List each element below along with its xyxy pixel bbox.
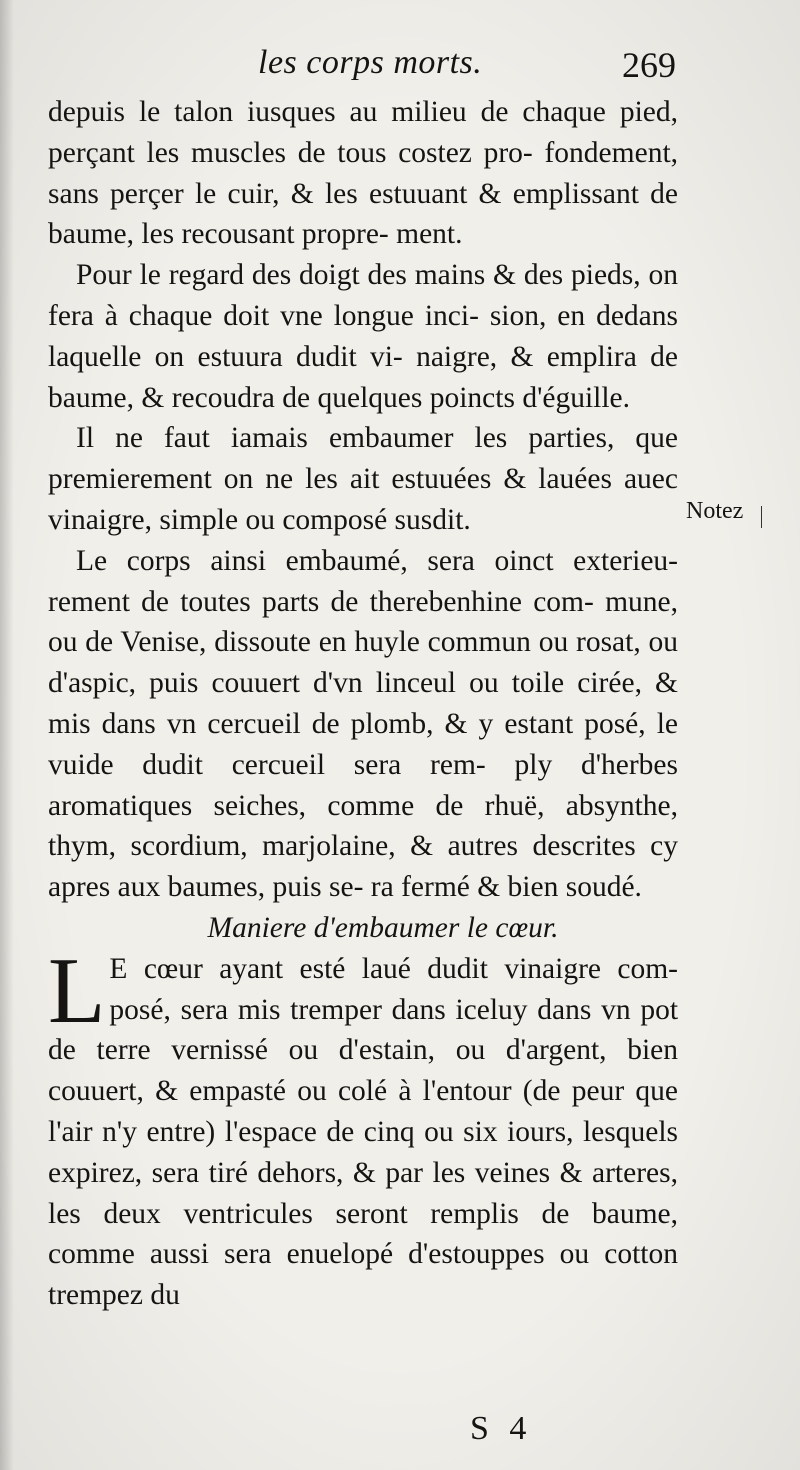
body-text [48, 92, 678, 1316]
paragraph-2 [48, 255, 678, 418]
text-line: depuis le talon iusques au milieu de chaque [48, 96, 606, 128]
text-line: auec vinaigre, simple ou composé susdit. [48, 463, 678, 536]
text-line: rement de toutes parts de therebenhine com- [48, 585, 594, 618]
text-line: sion, en dedans laquelle on estuura dudit vi- [48, 299, 679, 373]
text-line: mune, ou de Venise, dissoute en huyle commun [48, 585, 678, 659]
text-line: y estant posé, le vuide dudit cercueil sera rem- [48, 707, 678, 781]
page-header [48, 44, 680, 94]
text-line: rhuë, absynthe, thym, scordium, marjolaine, & [48, 789, 678, 863]
text-line: posé, sera mis tremper dans iceluy dans vn [109, 993, 631, 1026]
text-line: premierement on ne les ait estuuées & lauées [48, 463, 612, 496]
text-line: naigre, & emplira de baume, & recoudra de [48, 340, 679, 414]
page-number: 269 [622, 45, 676, 85]
text-line: ra fermé & bien soudé. [370, 871, 642, 904]
section-paragraph [48, 938, 679, 1316]
text-line: E cœur ayant esté laué dudit vinaigre com- [109, 952, 678, 985]
text-line: Il ne faut iamais embaumer les parties, que [76, 422, 678, 455]
text-line: enuelopé d'estouppes ou cotton trempez du [48, 1238, 679, 1312]
text-line: fondement, sans perçer le cuir, & les estuuant [48, 136, 679, 210]
text-line: pied, perçant les muscles de tous costez pro- [48, 96, 679, 169]
text-line: seront remplis de baume, comme aussi sera [48, 1197, 678, 1271]
page-gutter-shadow [0, 0, 14, 1470]
running-head: les corps morts. [258, 44, 483, 81]
text-line: iours, lesquels expirez, sera tiré dehors, & par [48, 1115, 678, 1189]
text-line: les veines & arteres, les deux ventricules [48, 1156, 678, 1230]
drop-cap: L [48, 938, 106, 1043]
text-line: bien couuert, & empasté ou colé à l'entour (de [48, 1034, 679, 1108]
text-line: ment. [396, 218, 463, 251]
text-line: peur que l'air n'y entre) l'espace de cinq ou six [48, 1075, 679, 1148]
margin-note: Notez [686, 498, 744, 524]
signature-mark: S 4 [470, 1410, 533, 1447]
text-line: Pour le regard des doigt des mains & des [76, 259, 564, 292]
paragraph-3 [48, 418, 678, 540]
margin-rule [761, 506, 762, 528]
paragraph-4 [48, 541, 678, 908]
text-line: quelques poincts d'éguille. [317, 381, 631, 414]
text-line: Le corps ainsi embaumé, sera oinct exterieu- [76, 544, 678, 577]
text-line: pot de terre vernissé ou d'estain, ou d'argent, [48, 993, 679, 1067]
text-line: ou rosat, ou d'aspic, puis couuert d'vn linceul ou [48, 626, 679, 700]
text-line: ply d'herbes aromatiques seiches, comme de [48, 748, 679, 822]
text-line: toile cirée, & mis dans vn cercueil de plomb, & [48, 667, 678, 740]
text-line: pieds, on fera à chaque doit vne longue inci- [48, 259, 679, 332]
text-line: & emplissant de baume, les recousant propre- [48, 177, 678, 251]
section-heading: Maniere d'embaumer le cœur. [207, 911, 559, 944]
text-line: autres descrites cy apres aux baumes, puis se- [48, 830, 678, 904]
paragraph-1 [48, 92, 678, 255]
